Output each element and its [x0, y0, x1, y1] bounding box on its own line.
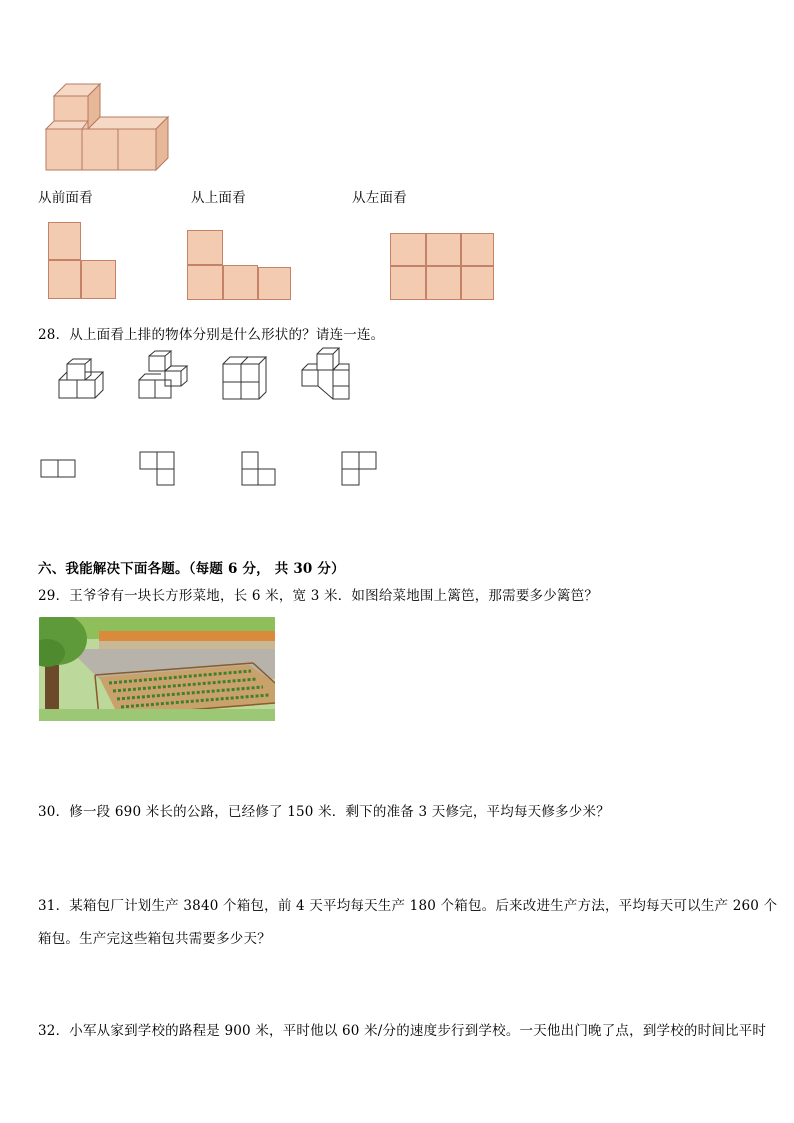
left-view-label: 从左面看 [352, 190, 407, 206]
left-view-square [390, 266, 426, 300]
top-view-square [187, 265, 223, 300]
q28-shape-d [340, 450, 380, 490]
front-view-square [81, 260, 116, 299]
top-view-square [223, 265, 258, 300]
left-view-square [390, 233, 426, 266]
q28-solid-4 [299, 348, 355, 403]
q28-shape-a [40, 458, 80, 480]
question-31-line-1: 31．某箱包厂计划生产 3840 个箱包，前 4 天平均每天生产 180 个箱包。后来改进生产方法，平均每天可以生产 260 个 [38, 898, 778, 914]
top-view-square [187, 230, 223, 265]
left-view-square [426, 266, 461, 300]
front-view-label: 从前面看 [38, 190, 93, 206]
question-32: 32．小军从家到学校的路程是 900 米，平时他以 60 米/分的速度步行到学校。一天他出门晚了点，到学校的时间比平时 [38, 1023, 767, 1039]
left-view-square [461, 233, 494, 266]
vegetable-garden-illustration [39, 617, 275, 721]
cube-stack-figure [42, 80, 172, 175]
left-view-square [426, 233, 461, 266]
question-29: 29．王爷爷有一块长方形菜地，长 6 米，宽 3 米．如图给菜地围上篱笆，那需要多少篱笆？ [38, 588, 599, 604]
top-view-label: 从上面看 [191, 190, 246, 206]
section-6-heading: 六、我能解决下面各题。（每题 6 分， 共 30 分） [38, 561, 345, 577]
q28-solid-3 [220, 356, 270, 401]
front-view-square [48, 222, 81, 260]
question-31-line-2: 箱包。生产完这些箱包共需要多少天？ [38, 931, 271, 947]
q28-shape-b [138, 450, 178, 490]
q28-shape-c [240, 450, 280, 490]
q28-solid-2 [136, 352, 191, 402]
front-view-square [48, 260, 81, 299]
question-28: 28．从上面看上排的物体分别是什么形状的？请连一连。 [38, 327, 385, 343]
left-view-square [461, 266, 494, 300]
top-view-square [258, 267, 291, 300]
question-30: 30．修一段 690 米长的公路，已经修了 150 米．剩下的准备 3 天修完，平均每天修多少米？ [38, 804, 610, 820]
q28-solid-1 [56, 362, 106, 402]
